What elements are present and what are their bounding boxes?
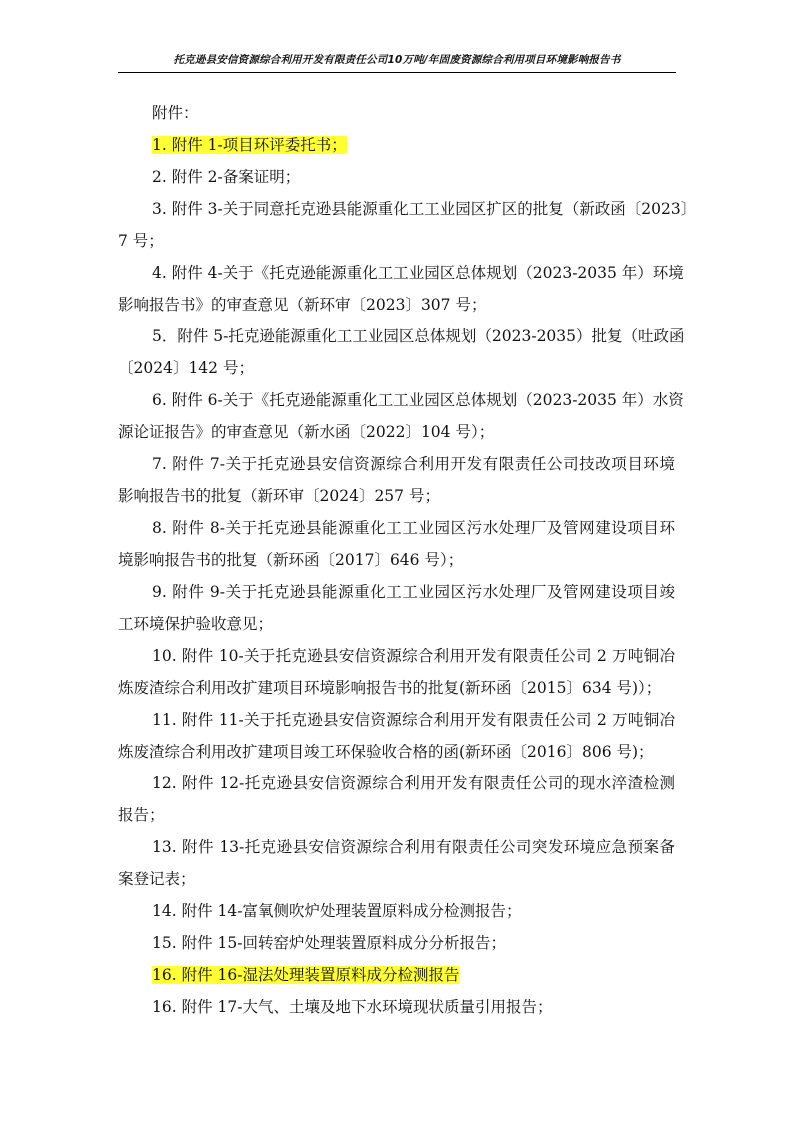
list-item: 4. 附件 4-关于《托克逊能源重化工工业园区总体规划（2023-2035 年）环境	[152, 264, 684, 282]
attachments-heading: 附件：	[152, 104, 199, 122]
list-item: 11. 附件 11-关于托克逊县安信资源综合利用开发有限责任公司 2 万吨铜冶	[152, 711, 675, 729]
list-item: 8. 附件 8-关于托克逊县能源重化工工业园区污水处理厂及管网建设项目环	[152, 519, 675, 537]
page-header-title: 托克逊县安信资源综合利用开发有限责任公司10万吨/年固废资源综合利用项目环境影响报告书	[173, 54, 621, 66]
list-item: 10. 附件 10-关于托克逊县安信资源综合利用开发有限责任公司 2 万吨铜冶	[152, 647, 675, 665]
list-item: 14. 附件 14-富氧侧吹炉处理装置原料成分检测报告；	[152, 902, 522, 920]
list-item: 12. 附件 12-托克逊县安信资源综合利用开发有限责任公司的现水淬渣检测	[152, 774, 675, 792]
highlighted-text: 1. 附件 1-项目环评委托书；	[152, 136, 347, 154]
list-item-continuation: 炼废渣综合利用改扩建项目环境影响报告书的批复(新环函〔2015〕634 号)）；	[118, 679, 662, 697]
list-item	[152, 965, 459, 985]
list-item: 5．附件 5-托克逊能源重化工工业园区总体规划（2023-2035）批复（吐政函	[152, 327, 685, 345]
list-item	[152, 135, 347, 155]
list-item-continuation: 影响报告书的批复（新环审〔2024〕257 号；	[118, 487, 440, 505]
list-item-continuation: 报告；	[118, 806, 165, 824]
list-item-continuation: 〔2024〕142 号；	[118, 359, 254, 377]
list-item: 15. 附件 15-回转窑炉处理装置原料成分分析报告；	[152, 934, 506, 952]
list-item-continuation: 炼废渣综合利用改扩建项目竣工环保验收合格的函(新环函〔2016〕806 号)；	[118, 743, 654, 761]
list-item-continuation: 工环境保护验收意见；	[118, 615, 274, 633]
list-item: 6. 附件 6-关于《托克逊能源重化工工业园区总体规划（2023-2035 年）水资	[152, 391, 684, 409]
list-item: 13. 附件 13-托克逊县安信资源综合利用有限责任公司突发环境应急预案备	[152, 838, 675, 856]
list-item: 7. 附件 7-关于托克逊县安信资源综合利用开发有限责任公司技改项目环境	[152, 455, 675, 473]
list-item-continuation: 影响报告书》的审查意见（新环审〔2023〕307 号；	[118, 296, 487, 314]
list-item: 9. 附件 9-关于托克逊县能源重化工工业园区污水处理厂及管网建设项目竣	[152, 583, 675, 601]
list-item-continuation: 7 号；	[118, 232, 164, 250]
list-item: 2. 附件 2-备案证明；	[152, 168, 301, 186]
list-item-continuation: 案登记表；	[118, 870, 196, 888]
list-item: 16. 附件 17-大气、土壤及地下水环境现状质量引用报告；	[152, 998, 553, 1016]
list-item-continuation: 源论证报告》的审查意见（新水函〔2022〕104 号）；	[118, 423, 495, 441]
highlighted-text: 16. 附件 16-湿法处理装置原料成分检测报告	[152, 966, 460, 984]
list-item: 3. 附件 3-关于同意托克逊县能源重化工工业园区扩区的批复（新政函〔2023〕	[152, 200, 697, 218]
header-rule	[118, 72, 676, 73]
list-item-continuation: 境影响报告书的批复（新环函〔2017〕646 号）；	[118, 551, 464, 569]
